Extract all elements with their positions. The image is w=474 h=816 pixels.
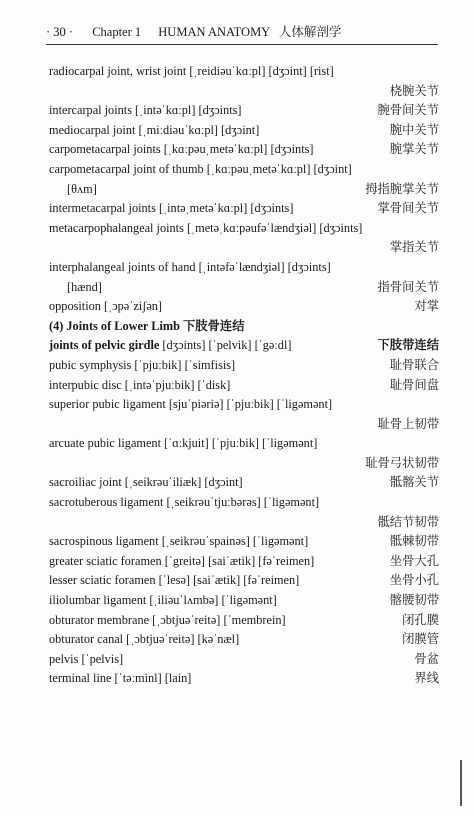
entry-translation: 腕中关节 — [389, 122, 439, 137]
entry-translation: 下肢带连结 — [377, 338, 439, 353]
entry-translation: 骶结节韧带 — [377, 514, 439, 529]
entry-translation: 耻骨上韧带 — [377, 416, 439, 431]
header-rule — [46, 44, 438, 45]
entry-term: opposition [ˌɔpəˈziʃən] — [49, 299, 163, 314]
entry-translation: 骶髂关节 — [389, 475, 439, 490]
glossary-entry — [49, 219, 439, 239]
entry-term: iliolumbar ligament [ˌiliəuˈlʌmbə] [ˈligəmənt] — [49, 593, 277, 608]
glossary-entry — [49, 434, 439, 454]
entry-translation: 桡腕关节 — [389, 83, 439, 98]
page-number: · 30 · — [46, 25, 74, 39]
entry-translation: 闭孔膜 — [402, 612, 439, 627]
section-heading — [49, 317, 439, 337]
glossary-entry — [49, 180, 439, 200]
glossary-entry — [49, 630, 439, 650]
entry-term: sacrospinous ligament [ˌseikrəuˈspainəs] [ˈligəmənt] — [49, 534, 309, 549]
entry-term: pelvis [ˈpelvis] — [49, 651, 124, 666]
entry-term: sacroiliac joint [ˌseikrəuˈiliæk] [dʒɔint] — [49, 475, 243, 490]
glossary-entry — [49, 532, 439, 552]
entry-term: greater sciatic foramen [ˈgreitə] [saiˈætik] [fəˈreimen] — [49, 553, 315, 568]
entry-translation: 坐骨小孔 — [389, 573, 439, 588]
entry-translation: 腕骨间关节 — [377, 103, 439, 118]
entry-term: carpometacarpal joints [ˌkɑːpəuˌmetəˈkɑːpl] [dʒɔints] — [49, 142, 314, 157]
glossary-entry — [49, 278, 439, 298]
entry-term: mediocarpal joint [ˌmiːdiəuˈkɑːpl] [dʒɔint] — [49, 122, 260, 137]
glossary-entry — [49, 101, 439, 121]
entry-term: sacrotuberous ligament [ˌseikrəuˈtjuːbərəs] [ˈligəmənt] — [49, 495, 320, 510]
chapter-title-zh: 人体解剖学 — [278, 24, 342, 39]
glossary-entry — [49, 160, 439, 180]
glossary-entry — [49, 473, 439, 493]
entry-term: (4) Joints of Lower Limb 下肢骨连结 — [49, 318, 245, 333]
chapter-label: Chapter 1 — [92, 25, 142, 39]
glossary-entry — [49, 552, 439, 572]
glossary-entry — [49, 376, 439, 396]
entry-term: obturator canal [ˌɔbtjuəˈreitə] [kəˈnæl] — [49, 632, 240, 647]
entry-translation: 拇指腕掌关节 — [365, 181, 439, 196]
entry-term: obturator membrane [ˌɔbtjuəˈreitə] [ˈmembrein] — [49, 612, 286, 627]
entry-term: interphalangeal joints of hand [ˌintəfəˈlændʒiəl] [dʒɔints] — [49, 259, 331, 274]
glossary-entry — [49, 121, 439, 141]
entry-translation: 界线 — [414, 671, 439, 686]
entry-translation: 指骨间关节 — [377, 279, 439, 294]
glossary-entry — [49, 336, 439, 356]
entry-term: [θʌm] — [67, 181, 97, 196]
glossary-entry — [49, 62, 439, 82]
entry-translation: 耻骨弓状韧带 — [365, 455, 439, 470]
glossary-entry — [49, 140, 439, 160]
entry-term: intercarpal joints [ˌintəˈkɑːpl] [dʒɔints] — [49, 103, 242, 118]
entry-term: metacarpophalangeal joints [ˌmetəˌkɑːpəufəˈlændʒiəl] [dʒɔints] — [49, 220, 363, 235]
entry-term: radiocarpal joint, wrist joint [ˌreidiəuˈkɑːpl] [dʒɔint] [rist] — [49, 64, 334, 78]
entry-translation: 坐骨大孔 — [389, 553, 439, 568]
glossary-entry — [49, 571, 439, 591]
entry-translation: 掌骨间关节 — [377, 201, 439, 216]
entry-term: [hænd] — [67, 279, 102, 294]
entry-term: intermetacarpal joints [ˌintəˌmetəˈkɑːpl] [dʒɔints] — [49, 201, 294, 216]
entry-term: pubic symphysis [ˈpjuːbik] [ˈsimfisis] — [49, 357, 236, 372]
entry-translation: 闭膜管 — [402, 632, 439, 647]
glossary-entry — [49, 493, 439, 513]
entry-translation: 耻骨联合 — [389, 357, 439, 372]
glossary-entry — [49, 297, 439, 317]
glossary-entry — [49, 356, 439, 376]
entry-pronunciation: [dʒɔints] [ˈpelvik] [ˈgəːdl] — [159, 338, 292, 353]
entry-translation: 掌指关节 — [389, 240, 439, 255]
entry-term: terminal line [ˈtəːminl] [lain] — [49, 671, 192, 686]
entry-term: superior pubic ligament [sjuˈpiəriə] [ˈpjuːbik] [ˈligəmənt] — [49, 397, 333, 412]
glossary-entry — [49, 199, 439, 219]
glossary-entry — [49, 650, 439, 670]
glossary-entry — [49, 395, 439, 415]
entry-translation: 骨盆 — [414, 651, 439, 666]
glossary-entry — [49, 591, 439, 611]
entry-term: interpubic disc [ˌintəˈpjuːbik] [ˈdisk] — [49, 377, 231, 392]
glossary-entry — [49, 669, 439, 689]
entry-translation: 髂腰韧带 — [389, 593, 439, 608]
entry-term — [49, 336, 291, 356]
entry-term: carpometacarpal joint of thumb [ˌkɑːpəuˌmetəˈkɑːpl] [dʒɔint] — [49, 161, 352, 176]
chapter-title: HUMAN ANATOMY — [158, 25, 270, 39]
page-header — [46, 22, 436, 40]
entry-translation: 腕掌关节 — [389, 142, 439, 157]
entry-translation: 骶棘韧带 — [389, 534, 439, 549]
entry-translation: 耻骨间盘 — [389, 377, 439, 392]
page-edge-mark — [460, 760, 468, 806]
entry-translation: 对掌 — [414, 299, 439, 314]
glossary-entry — [49, 611, 439, 631]
entry-term: lesser sciatic foramen [ˈlesə] [saiˈætik] [fəˈreimen] — [49, 573, 300, 588]
entry-term: arcuate pubic ligament [ˈɑːkjuit] [ˈpjuːbik] [ˈligəmənt] — [49, 436, 318, 451]
entry-term-bold: joints of pelvic girdle — [49, 338, 160, 353]
glossary-entry — [49, 258, 439, 278]
glossary-list — [49, 62, 439, 689]
